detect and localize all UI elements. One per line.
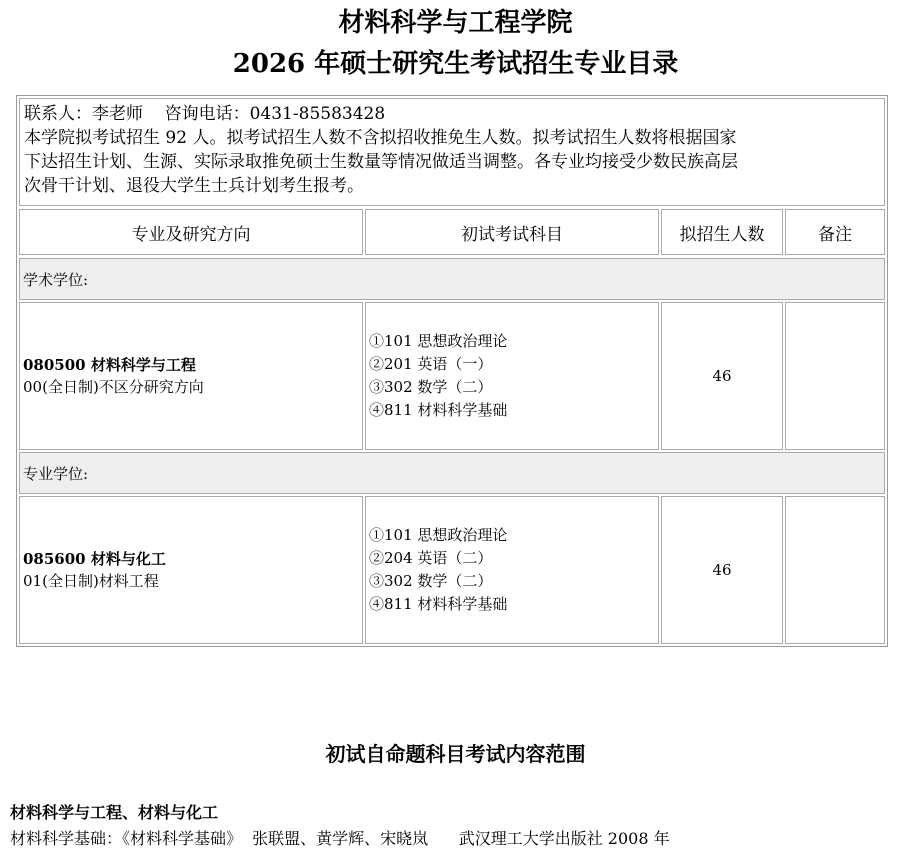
subjects-cell	[365, 496, 659, 644]
scope-title: 初试自命题科目考试内容范围	[325, 742, 586, 766]
header-subjects: 初试考试科目	[365, 209, 659, 255]
subject-item: ②201 英语（一）	[369, 355, 493, 373]
major-name: 080500 材料科学与工程	[23, 356, 196, 374]
page-title: 材料科学与工程学院	[338, 8, 573, 38]
subject-item: ①101 思想政治理论	[369, 332, 508, 350]
quota-cell: 46	[661, 302, 783, 450]
subject-item: ③302 数学（二）	[369, 378, 493, 396]
reference-line: 材料科学基础：《材料科学基础》 张联盟、黄学辉、宋晓岚 武汉理工大学出版社 2008 年	[10, 829, 670, 848]
info-line: 本学院拟考试招生 92 人。拟考试招生人数不含拟招收推免生人数。拟考试招生人数将根据国家	[24, 128, 737, 148]
header-note: 备注	[785, 209, 885, 255]
major-direction: 00(全日制)不区分研究方向	[23, 378, 204, 396]
info-line: 下达招生计划、生源、实际录取推免硕士生数量等情况做适当调整。各专业均接受少数民族高层	[24, 152, 738, 172]
major-name: 085600 材料与化工	[23, 550, 166, 568]
header-major: 专业及研究方向	[19, 209, 363, 255]
scope-heading: 材料科学与工程、材料与化工	[10, 803, 219, 822]
catalog-table	[16, 95, 888, 647]
contact-line: 联系人：李老师 咨询电话：0431-85583428	[24, 104, 386, 124]
subject-item: ②204 英语（二）	[369, 549, 493, 567]
subject-item: ①101 思想政治理论	[369, 526, 508, 544]
quota-cell: 46	[661, 496, 783, 644]
section-band-professional: 专业学位:	[19, 452, 885, 494]
subjects-cell	[365, 302, 659, 450]
info-line: 次骨干计划、退役大学生士兵计划考生报考。	[24, 176, 364, 196]
page-subtitle: 2026 年硕士研究生考试招生专业目录	[232, 49, 679, 79]
note-cell	[785, 302, 885, 450]
major-direction: 01(全日制)材料工程	[23, 572, 159, 590]
major-cell	[19, 496, 363, 644]
subject-item: ③302 数学（二）	[369, 572, 493, 590]
subject-item: ④811 材料科学基础	[369, 595, 508, 613]
section-band-academic: 学术学位:	[19, 258, 885, 300]
subject-item: ④811 材料科学基础	[369, 401, 508, 419]
note-cell	[785, 496, 885, 644]
info-box	[19, 98, 885, 206]
major-cell	[19, 302, 363, 450]
header-quota: 拟招生人数	[661, 209, 783, 255]
